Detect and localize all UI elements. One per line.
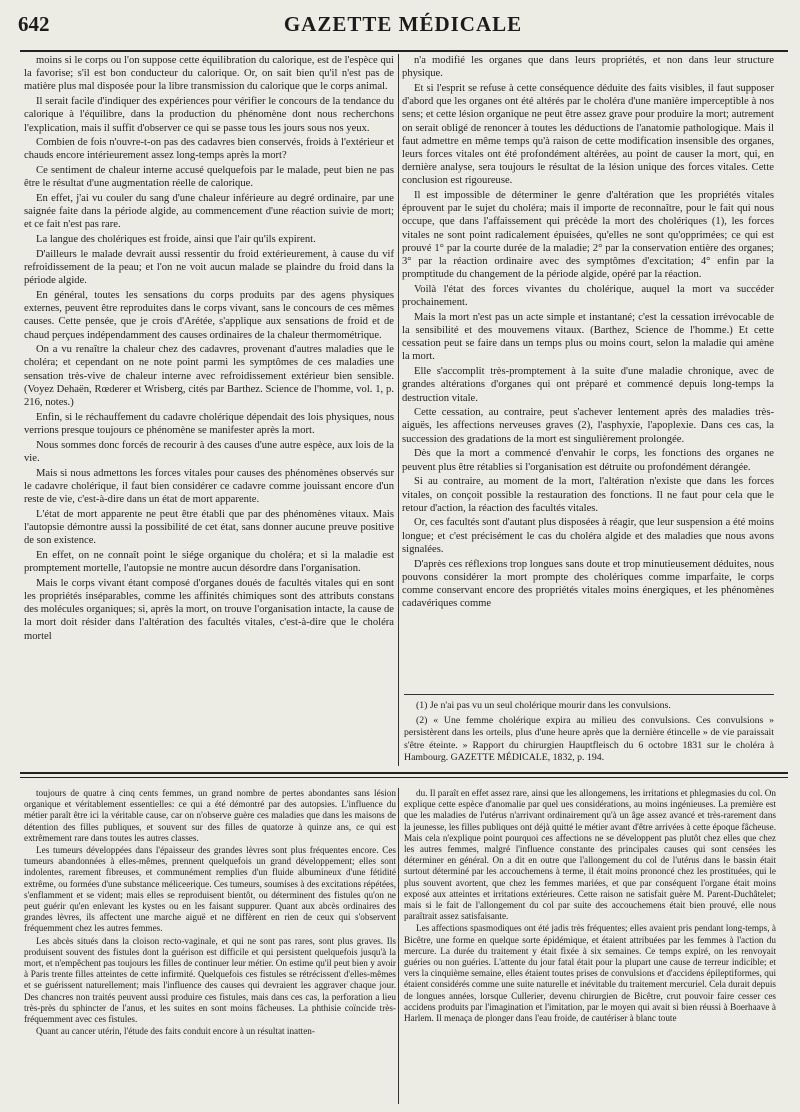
paragraph: toujours de quatre à cinq cents femmes, un grand nombre de pertes abondantes sans lésion organique et véritablement essentielles: ce qui a été démontré par des autopsies. L'influence du métier paraît être ici la véritable cause, car on n'observe guère ces maladies que dans les maisons de détention des filles publiques, et souvent sur des filles de quatorze à quinze ans, ce qui est extrêmement rare dans toutes les autres classes.: [24, 788, 396, 843]
paragraph: Il est impossible de déterminer le genre d'altération que les propriétés vitales éprouvent par le sujet du choléra; mais il importe de reconnaître, pour le fait qui nous occupe, que dans l'affaissement qui précède la mort des cholériques (1), les forces vitales ne sont point radicalement épuisées, qu'elles ne sont qu'opprimées; ce qui est prouvé 1° par la courte durée de la maladie; 2° par la conservation entière des organes; 3° par la réaction ordinaire avec des symptômes d'excitation; 4° enfin par la promptitude du changement de la période algide, opéré par la réaction.: [402, 190, 774, 281]
paragraph: Quant au cancer utérin, l'étude des faits conduit encore à un résultat inatten-: [36, 1026, 315, 1037]
paragraph: Les tumeurs développées dans l'épaisseur des grandes lèvres sont plus fréquentes encore. Ces tumeurs abandonnées à elles-mêmes, prennent quelquefois un grand développement; elles sont indolentes, rarement fibreuses, et communément remplies d'un fluide albumineux d'une fétidité extrême, ou formées d'une substance méliceerique. Ces tumeurs, soumises à des excitations répétées, s'enflamment et se vident; mais elles se reproduisent bientôt, ou déterminent des fistules qu'on ne peut guérir qu'en enlevant les kystes ou en les faisant suppurer. Quant aux abcès ordinaires des grandes lèvres, ils affectent une marche aiguë et ne diffèrent en rien de ceux qui s'observent fréquemment chez les autres femmes.: [24, 845, 396, 934]
paragraph: Dès que la mort a commencé d'envahir le corps, les fonctions des organes ne peuvent plus être rétablies si l'organisation est détruite ou profondément dérangée.: [402, 448, 774, 473]
paragraph: Ce sentiment de chaleur interne accusé quelquefois par le malade, peut bien ne pas être le résultat d'une augmentation réelle de calorique.: [24, 165, 394, 190]
upper-right-column: [402, 54, 774, 686]
paragraph: D'après ces réflexions trop longues sans doute et trop minutieusement déduites, nous pouvons considérer la mort prompte des cholériques comme imparfaite, le corps comme conservant encore des propriétés vitales moins énergiques, et les phénomènes cadavériques comme: [402, 558, 774, 610]
footnotes: [404, 700, 774, 767]
paragraph: moins si le corps ou l'on suppose cette équilibration du calorique, est de l'espèce qui la favorise; s'il est bon conducteur du calorique. Or, on sait bien qu'il n'est pas de matière plus mal disposée pour la libre transmission du calorique que le corps animal.: [24, 55, 394, 93]
page-header: [18, 12, 788, 48]
paragraph: Nous sommes donc forcés de recourir à des causes d'une autre espèce, aux lois de la vie.: [24, 439, 394, 464]
paragraph: Mais la mort n'est pas un acte simple et instantané; c'est la cessation irrévocable de la sensibilité et des mouvemens vitaux. (Barthez, Science de l'homme.) Et cette cessation peut se faire dans un temps plus ou moins court, selon la maladie qui amène la mort.: [402, 311, 774, 363]
paragraph: En effet, j'ai vu couler du sang d'une chaleur inférieure au degré ordinaire, par une saignée faite dans la période algide, au commencement d'une réaction suivie de mort; et ce fait n'est pas rare.: [24, 193, 394, 231]
paragraph: n'a modifié les organes que dans leurs propriétés, et non dans leur structure physique.: [402, 55, 774, 80]
paragraph: Les abcès situés dans la cloison recto-vaginale, et qui ne sont pas rares, sont plus graves. Ils produisent souvent des fistules dont la guérison est difficile et qui persistent quelquefois jusqu'à la mort, et n'empêchent pas toujours les filles de continuer leur métier. On estime qu'il peut bien y avoir à Paris trente filles atteintes de cette infirmité. Quelquefois ces fistules se rétrécissent d'elles-mêmes et se guérissent naturellement; mais l'influence des causes qui devraient les aggraver chaque jour. Des chancres non traités peuvent aussi produire ces fistules, mais dans ces cas, la perforation a lieu très-près du sphincter de l'anus, et les suites en sont moins fâcheuses. La phthisie coïncide très-fréquemment avec ces fistules.: [24, 935, 396, 1025]
paragraph: En effet, on ne connaît point le siége organique du choléra; et si la maladie est promptement mortelle, l'autopsie ne montre aucun désordre dans l'organisation.: [24, 549, 394, 575]
footnote-rule: [404, 694, 774, 695]
column-divider: [398, 54, 399, 766]
paragraph: Voilà l'état des forces vivantes du cholérique, auquel la mort va succéder prochainement.: [402, 283, 774, 309]
lower-left-column: [24, 788, 396, 1104]
paragraph: Et si l'esprit se refuse à cette conséquence déduite des faits visibles, il faut supposer d'abord que les organes ont été altérés par le choléra d'une manière imperceptible à nos sens; et cette lésion organique ne peut être assez grave pour produire la mort; autrement on serait obligé de renoncer à toutes les déductions de l'anatomie pathologique. Mais il faut admettre en même temps qu'à raison de cette modification insensible des organes, leurs forces vitales ont été profondément altérées, au point de causer la mort, qui, en dernière analyse, sera toujours le résultat de la lésion unique des forces vitales. Cette conclusion est rigoureuse.: [402, 82, 774, 187]
paragraph: D'ailleurs le malade devrait aussi ressentir du froid extérieurement, à cause du vif refroidissement de la peau; et l'on ne voit aucun malade se plaindre du froid dans la période algide.: [24, 248, 394, 287]
paragraph: Mais le corps vivant étant composé d'organes doués de facultés vitales qui en sont les propriétés inséparables, comme les affinités chimiques sont des attributs constans des molécules organiques; si, après la mort, on trouve l'organisation intacte, la cause de la mort doit résider dans l'altération des facultés vitales, c'est-à-dire que le choléra mortel: [24, 577, 394, 642]
paragraph: Cette cessation, au contraire, peut s'achever lentement après des maladies très-aiguës, les affections nerveuses graves (2), l'asphyxie, l'apoplexie. Dans ces cas, la succession des gradations de la mort est singulièrement prolongée.: [402, 407, 774, 445]
paragraph: L'état de mort apparente ne peut être établi que par des phénomènes vitaux. Mais l'autopsie démontre aussi la possibilité de cet état, sans donner aucune preuve positive de son existence.: [24, 508, 394, 547]
lower-right-column: [404, 788, 776, 1104]
paragraph: du. Il paraît en effet assez rare, ainsi que les allongemens, les irritations et phlegmasies du col. On explique cette espèce d'anomalie par quel ues considérations, au moins ingénieuses. La première est que les maladies de l'utérus n'arrivant ordinairement qu'à un âge assez avancé et très-rarement dans la jeunesse, les filles publiques ont déjà quitté le métier avant d'être arrivées à cette époque fâcheuse. Mais cela n'explique point pourquoi ces affections ne se développent pas plutôt chez elles que chez les autres femmes, malgré l'influence constante des principales causes qui sont censées les déterminer en général. On a dit en outre que l'allongement du col de l'utérus dans le bassin était surtout déterminé par les accouchemens à terme, il était moins prononcé chez les prostituées, qui le plus souvent avortent, que chez les femmes mariées, et que par conséquent l'organe était moins exposé aux atteintes et irritations extérieures. Cette raison ne satisfait guère M. Parent-Duchâtelet; mais si le fait de l'allongement du col par suite des accouchemens était bien prouvé, elle nous paraîtrait assez satisfaisante.: [404, 788, 776, 922]
paragraph: Il serait facile d'indiquer des expériences pour vérifier le concours de la tendance du calorique à l'équilibre, dans la production du phénomène dont nous recherchons l'explication, mais il suffit d'observer ce qui se passe tous les jours sous nos yeux.: [24, 96, 394, 134]
upper-left-column: [24, 54, 394, 686]
paragraph: Si au contraire, au moment de la mort, l'altération n'existe que dans les forces vitales, on conçoit possible la restauration des fonctions. Il ne faut pour cela que le retour d'action, la réaction des facultés vitales.: [402, 476, 774, 514]
paragraph: En général, toutes les sensations du corps produits par des agens physiques externes, peuvent être reproduites dans le corps vivant, sans le concours de ces mêmes causes. Cette pensée, que je crois d'Arétée, s'applique aux sensations de froid et de chaud perçues indépendamment des causes ordinaires de la chaleur thermométrique.: [24, 289, 394, 341]
paragraph: On a vu renaître la chaleur chez des cadavres, provenant d'autres maladies que le choléra; et cependant on ne note point parmi les symptômes de ces maladies une sensation très-vive de chaleur interne avec refroidissement extérieur bien sensible. (Voyez Dehaën, Rœderer et Wrisberg, cités par Barthez. Science de l'homme, vol. 1, p. 216, notes.): [24, 344, 394, 409]
section-rule-bottom: [20, 777, 788, 778]
page-number: 642: [18, 12, 50, 36]
paragraph: La langue des cholériques est froide, ainsi que l'air qu'ils expirent.: [36, 234, 316, 246]
paragraph: Elle s'accomplit très-promptement à la suite d'une maladie chronique, avec de grandes altérations d'organes qui ont préparé et commencé depuis long-temps la destruction vitale.: [402, 366, 774, 404]
footnote: (1) Je n'ai pas vu un seul cholérique mourir dans les convulsions.: [416, 700, 671, 711]
footnote: (2) « Une femme cholérique expira au milieu des convulsions. Ces convulsions » persistèrent dans les orteils, plus d'une heure après que la dernière étincelle » de vie paraissait s'être éteinte. » Rapport du chirurgien Hauptfleisch du 6 octobre 1831 sur le choléra à Hambourg. GAZETTE MÉDICALE, 1832, p. 194.: [404, 714, 774, 764]
section-rule-top: [20, 772, 788, 774]
journal-title: GAZETTE MÉDICALE: [283, 12, 523, 36]
header-rule: [20, 50, 788, 52]
paragraph: Enfin, si le réchauffement du cadavre cholérique dépendait des lois physiques, nous verrions presque toujours ce phénomène se manifester après la mort.: [24, 411, 394, 436]
paragraph: Or, ces facultés sont d'autant plus disposées à réagir, que leur suspension a été moins longue; et c'est précisément le cas du choléra algide et des maladies que nous avons signalées.: [402, 517, 774, 555]
column-divider-lower: [398, 788, 399, 1104]
paragraph: Les affections spasmodiques ont été jadis très fréquentes; elles avaient pris pendant long-temps, à Bicêtre, une forme en quelque sorte épidémique, et étaient attribuées par les femmes à l'action du mercure. La durée du traitement y était fixée à six semaines. Ce temps expiré, on les renvoyait guéries ou non guéries. L'attente du jour fatal était pour la plupart une cause de terreur indicible; et vers la cinquième semaine, elles étaient toutes prises de convulsions et d'accidens épileptiformes, qui étaient considérés comme une suite naturelle et inévitable du traitement mercuriel. Cela durait depuis de longues années, lorsque Cullerier, devenu chirurgien de Bicêtre, crut pouvoir faire cesser ces accidens produits par l'imagination et l'imitation, par le moyen qui avait si bien réussi à Boerhaave à Harlem. Il menaça de plonger dans l'eau froide, de cautériser à blanc toute: [404, 923, 776, 1024]
paragraph: Combien de fois n'ouvre-t-on pas des cadavres bien conservés, froids à l'extérieur et chauds encore intérieurement assez long-temps après la mort?: [24, 137, 394, 162]
paragraph: Mais si nous admettons les forces vitales pour causes des phénomènes observés sur le cadavre cholérique, il faut bien considérer ce cadavre comme jouissant encore d'un reste de vie, c'est-à-dire dans un état de mort apparente.: [24, 467, 394, 505]
